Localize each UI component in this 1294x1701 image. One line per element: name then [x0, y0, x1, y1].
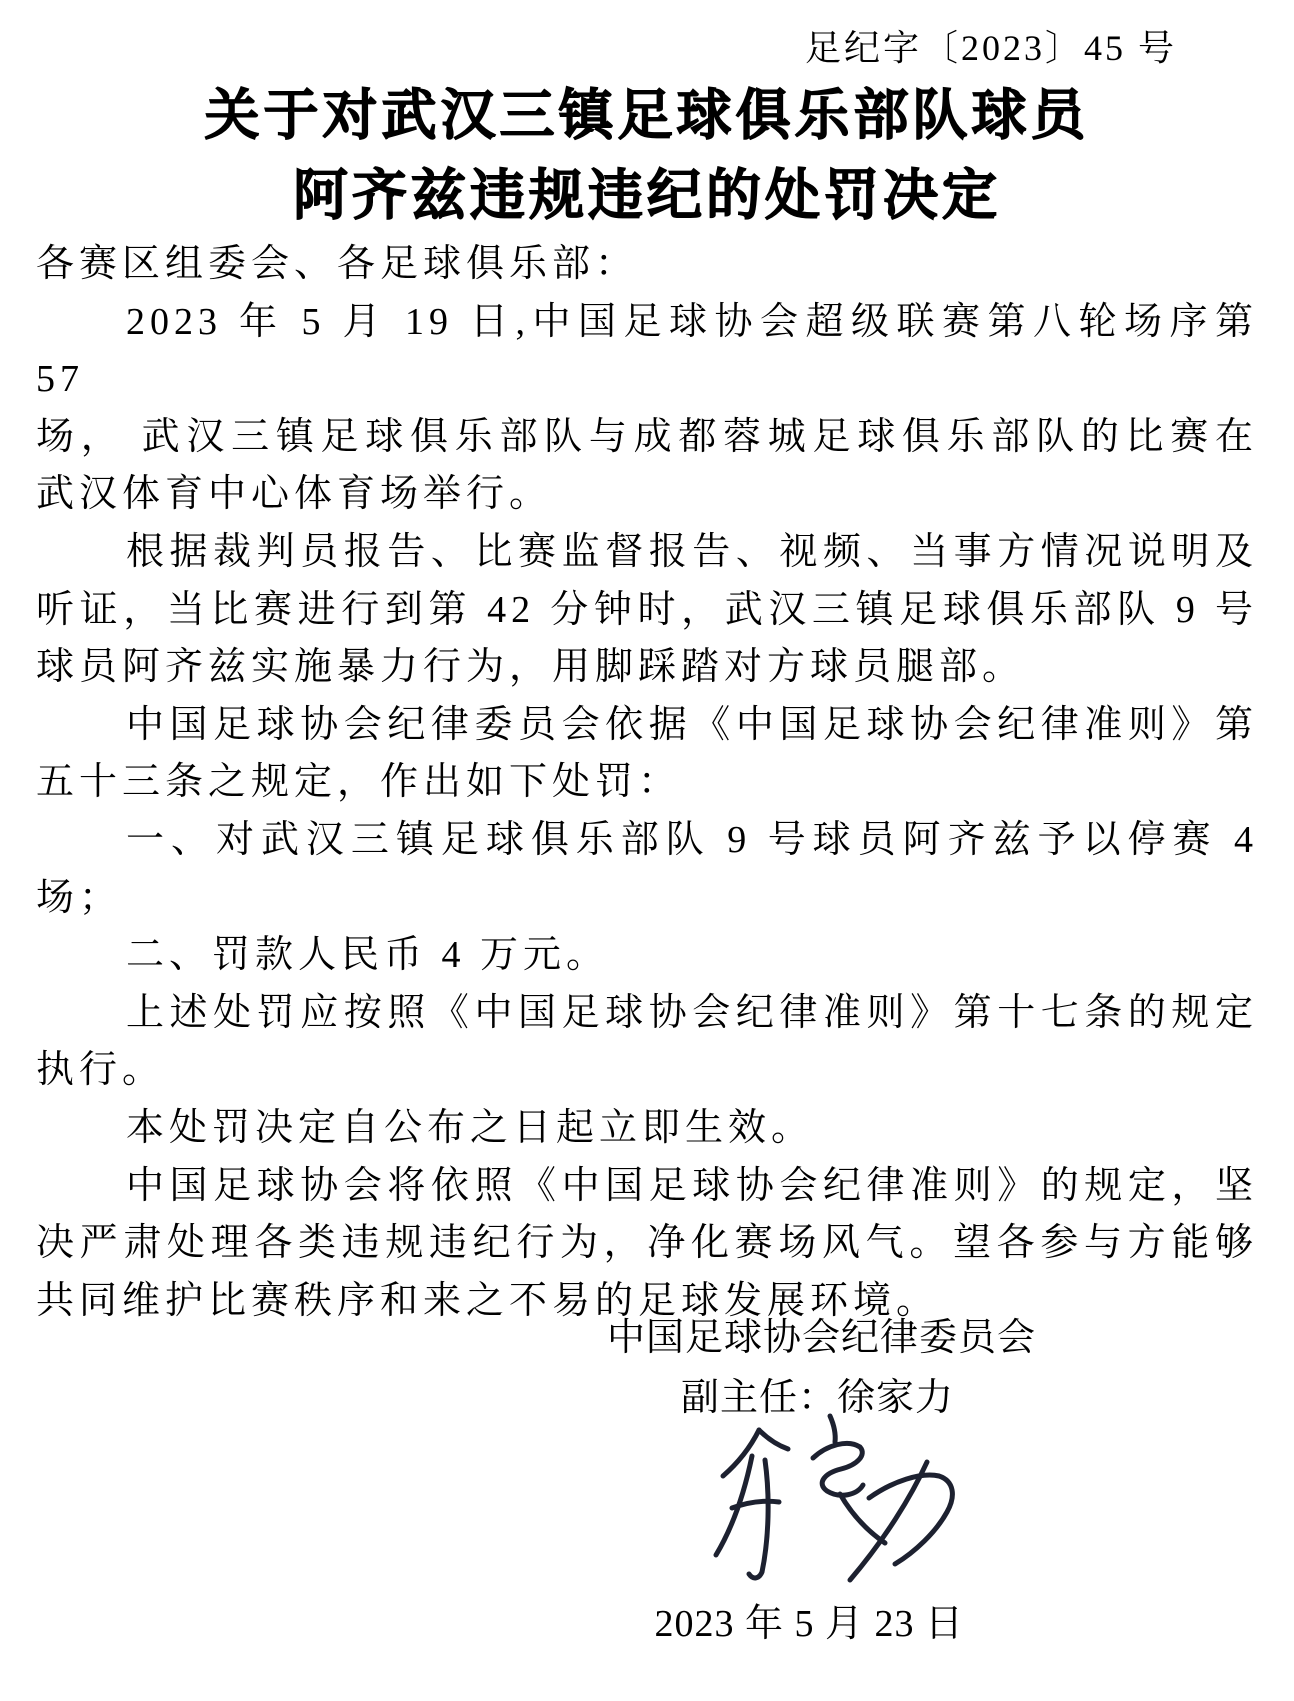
body-line: 二、罚款人民币 4 万元。	[126, 934, 610, 977]
document-title	[0, 76, 1294, 236]
document-body	[36, 236, 1273, 1330]
body-line: 共同维护比赛秩序和来之不易的足球发展环境。	[36, 1279, 940, 1322]
body-line: 中国足球协会将依照《中国足球协会纪律准则》的规定，坚	[126, 1164, 1258, 1207]
body-line: 根据裁判员报告、比赛监督报告、视频、当事方情况说明及	[126, 530, 1258, 573]
body-line: 决严肃处理各类违规违纪行为，净化赛场风气。望各参与方能够	[36, 1222, 1258, 1265]
body-line: 场， 武汉三镇足球俱乐部队与成都蓉城足球俱乐部队的比赛在	[36, 415, 1258, 458]
body-line: 2023 年 5 月 19 日,中国足球协会超级联赛第八轮场序第 57	[36, 300, 1273, 401]
signature-ink-icon	[664, 1402, 964, 1592]
body-line: 五十三条之规定，作出如下处罚：	[36, 761, 682, 804]
body-line: 武汉体育中心体育场举行。	[36, 473, 553, 516]
doc-number: 足纪字〔2023〕45 号	[804, 28, 1177, 68]
document-date: 2023 年 5 月 23 日	[654, 1603, 964, 1645]
handwritten-signature	[664, 1402, 964, 1592]
body-line: 场；	[36, 876, 123, 919]
signoff-organization: 中国足球协会纪律委员会	[606, 1317, 1036, 1359]
body-line: 本处罚决定自公布之日起立即生效。	[126, 1106, 815, 1149]
body-line: 中国足球协会纪律委员会依据《中国足球协会纪律准则》第	[126, 703, 1258, 746]
body-line: 执行。	[36, 1049, 166, 1092]
body-line: 球员阿齐兹实施暴力行为，用脚踩踏对方球员腿部。	[36, 646, 1026, 689]
document-title-line2: 阿齐兹违规违纪的处罚决定	[292, 165, 1001, 226]
body-line: 一、对武汉三镇足球俱乐部队 9 号球员阿齐兹予以停赛 4	[126, 818, 1258, 861]
document-title-line1: 关于对武汉三镇足球俱乐部队球员	[204, 85, 1090, 146]
signoff-role-and-name: 副主任：徐家力	[680, 1377, 954, 1419]
body-line: 听证，当比赛进行到第 42 分钟时，武汉三镇足球俱乐部队 9 号	[36, 588, 1258, 631]
body-line: 各赛区组委会、各足球俱乐部：	[36, 243, 639, 285]
body-line: 上述处罚应按照《中国足球协会纪律准则》第十七条的规定	[126, 991, 1258, 1034]
